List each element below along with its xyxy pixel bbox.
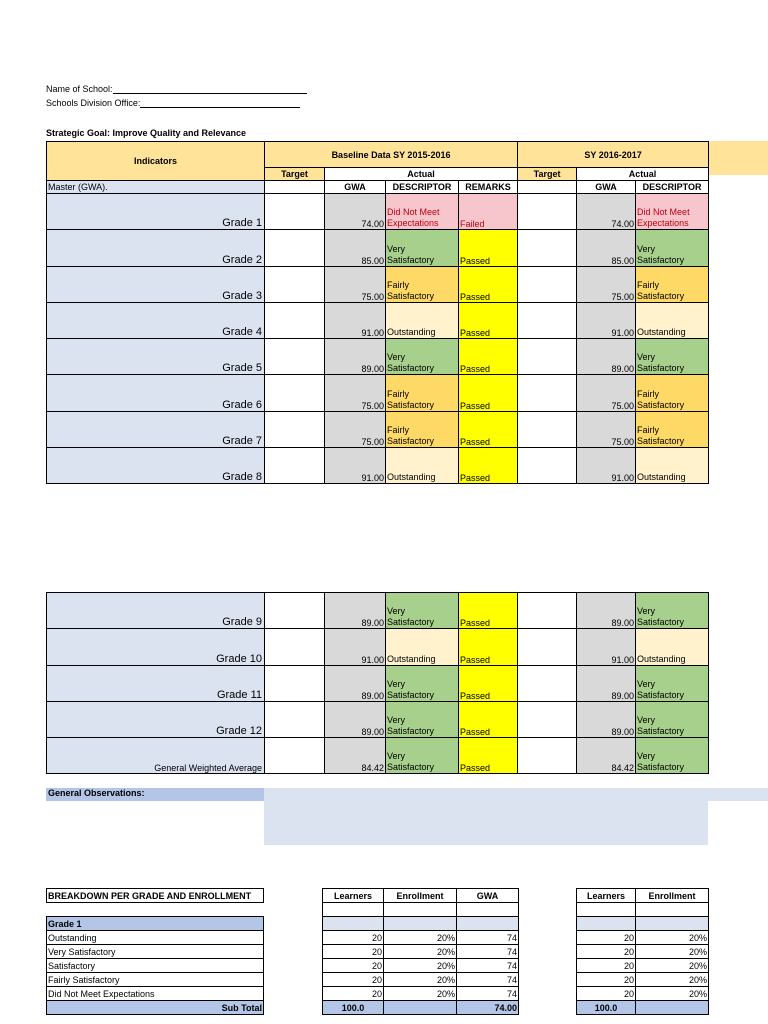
target-cell[interactable] [265,738,325,774]
remarks-cell: Passed [459,230,518,266]
gwa-value-2: 91.00 [577,448,636,484]
descriptor-cell [386,302,459,338]
descriptor-cell-2 [636,629,709,665]
descriptor-line-1: Fairly [387,279,409,290]
gwa-value: 75.00 [325,411,386,447]
enrollment-value: 20% [384,959,457,973]
grade-label: Grade 1 [47,194,265,230]
target-cell[interactable] [265,230,325,266]
grade-label: Grade 5 [47,339,265,375]
descriptor-line-2: Outstanding [387,653,436,664]
subtotal-enrollment-2 [636,1001,709,1015]
descriptor-line-2: Satisfactory [637,254,685,265]
gwa-header-2: GWA [577,181,636,194]
remarks-cell: Passed [459,448,518,484]
subtotal-enrollment [384,1001,457,1015]
table-row [47,266,709,302]
baseline-header: Baseline Data SY 2015-2016 [265,142,518,168]
descriptor-line-2: Outstanding [637,653,686,664]
gwa-value-bk: 74 [457,987,519,1001]
grade-label: Grade 11 [47,665,265,701]
enrollment-value: 20% [384,945,457,959]
descriptor-cell-2 [636,665,709,701]
remarks-cell: Passed [459,665,518,701]
blank-cell [323,903,384,917]
grade-label: Grade 6 [47,375,265,411]
target-cell[interactable] [265,302,325,338]
gwa-value-bk: 74 [457,945,519,959]
gwa-value-2: 75.00 [577,266,636,302]
table-row [47,629,709,665]
remarks-cell: Passed [459,701,518,737]
table-row [47,701,709,737]
blank-cell [265,181,325,194]
grade-label: Grade 3 [47,266,265,302]
gwa-value-2: 85.00 [577,230,636,266]
enrollment-value-2: 20% [636,945,709,959]
descriptor-line-2: Satisfactory [387,726,435,737]
descriptor-header-2: DESCRIPTOR [636,181,709,194]
target-cell-2[interactable] [518,665,577,701]
subtotal-label: Sub Total [47,1001,264,1015]
gwa-value-2: 84.42 [577,738,636,774]
division-line [46,98,300,108]
descriptor-line-1: Fairly [387,388,409,399]
enrollment-value: 20% [384,931,457,945]
subtotal-learners-2: 100.0 [577,1001,636,1015]
main-table [46,141,709,484]
gwa-header: GWA [325,181,386,194]
remarks-cell: Passed [459,411,518,447]
observations-band-top [264,788,768,801]
target-header-2: Target [518,168,577,181]
school-name-line [46,84,307,94]
gwa-value-bk: 74 [457,959,519,973]
descriptor-cell-2 [636,375,709,411]
descriptor-cell-2 [636,738,709,774]
descriptor-line-2: Outstanding [637,327,686,338]
descriptor-cell-2 [636,411,709,447]
remarks-header: REMARKS [459,181,518,194]
enrollment-value: 20% [384,987,457,1001]
target-cell-2[interactable] [518,593,577,629]
gwa-value: 85.00 [325,230,386,266]
learners-value-2: 20 [577,945,636,959]
blank-cell [457,917,519,931]
descriptor-cell-2 [636,230,709,266]
target-cell[interactable] [265,629,325,665]
observations-label: General Observations: [46,788,264,801]
indicator-sub: Master (GWA). [47,181,265,194]
target-cell[interactable] [265,194,325,230]
gwa-value: 91.00 [325,448,386,484]
breakdown-group: Grade 1 [47,917,264,931]
descriptor-cell-2 [636,448,709,484]
target-cell[interactable] [265,375,325,411]
descriptor-cell-2 [636,302,709,338]
descriptor-line-2: Satisfactory [387,617,435,628]
table-row [47,448,709,484]
descriptor-cell-2 [636,339,709,375]
descriptor-line-1 [637,643,707,654]
target-cell-2[interactable] [518,448,577,484]
table-row [47,375,709,411]
grade-label: General Weighted Average [47,738,265,774]
descriptor-line-1: Very [387,678,406,689]
enrollment-value-2: 20% [636,973,709,987]
descriptor-line-2: Satisfactory [387,436,435,447]
remarks-cell: Passed [459,302,518,338]
target-cell[interactable] [265,448,325,484]
learners-value: 20 [323,931,384,945]
grade-label: Grade 8 [47,448,265,484]
descriptor-line-1: Very [637,243,656,254]
gwa-value: 89.00 [325,701,386,737]
enrollment-value: 20% [384,973,457,987]
sy-header: SY 2016-2017 [518,142,709,168]
descriptor-line-2: Satisfactory [387,290,435,301]
gwa-header-bk: GWA [457,889,519,903]
gwa-value-2: 89.00 [577,339,636,375]
gwa-value-2: 91.00 [577,629,636,665]
remarks-cell: Passed [459,339,518,375]
grade-label: Grade 2 [47,230,265,266]
descriptor-line-1: Did Not Meet [387,207,440,218]
gwa-value-bk: 74 [457,931,519,945]
descriptor-line-1 [387,461,457,472]
blank-cell [636,903,709,917]
remarks-cell: Failed [459,194,518,230]
target-cell-2[interactable] [518,375,577,411]
descriptor-line-2: Satisfactory [637,762,685,773]
target-cell-2[interactable] [518,266,577,302]
target-cell[interactable] [265,701,325,737]
descriptor-line-1: Very [637,715,656,726]
descriptor-line-1: Very [637,751,656,762]
descriptor-line-1: Very [387,243,406,254]
strategic-goal: Strategic Goal: Improve Quality and Relevance [46,128,247,138]
table-row [47,339,709,375]
target-cell-2[interactable] [518,230,577,266]
target-cell[interactable] [265,665,325,701]
blank-cell [577,903,636,917]
gwa-value-2: 91.00 [577,302,636,338]
breakdown-row-label: Outstanding [47,931,264,945]
remarks-cell: Passed [459,593,518,629]
gwa-value-2: 89.00 [577,701,636,737]
descriptor-line-2: Satisfactory [387,689,435,700]
breakdown-row-label: Very Satisfactory [47,945,264,959]
breakdown-row-label: Did Not Meet Expectations [47,987,264,1001]
descriptor-line-1 [387,643,457,654]
table-row [47,593,709,629]
gwa-value: 89.00 [325,665,386,701]
descriptor-cell [386,339,459,375]
breakdown-row-label: Fairly Satisfactory [47,973,264,987]
descriptor-line-1: Very [637,352,656,363]
descriptor-line-2: Outstanding [637,472,686,483]
gwa-value: 75.00 [325,266,386,302]
table-row [47,665,709,701]
enrollment-value-2: 20% [636,987,709,1001]
descriptor-line-2: Satisfactory [387,762,435,773]
descriptor-cell-2 [636,593,709,629]
grade-label: Grade 7 [47,411,265,447]
learners-value: 20 [323,945,384,959]
breakdown-values [322,888,519,1015]
grade-label: Grade 12 [47,701,265,737]
grade-label: Grade 10 [47,629,265,665]
grade-label: Grade 9 [47,593,265,629]
descriptor-line-2: Satisfactory [387,254,435,265]
descriptor-line-2: Satisfactory [637,726,685,737]
gwa-value-bk: 74 [457,973,519,987]
descriptor-line-1: Very [387,751,406,762]
breakdown-labels [46,888,264,1015]
descriptor-line-1 [387,316,457,327]
gwa-value-2: 74.00 [577,194,636,230]
school-name-field[interactable] [113,84,307,94]
descriptor-line-1: Very [387,715,406,726]
descriptor-line-2: Satisfactory [387,399,435,410]
learners-value-2: 20 [577,931,636,945]
descriptor-cell [386,738,459,774]
descriptor-line-2: Satisfactory [637,290,685,301]
descriptor-cell-2 [636,266,709,302]
descriptor-line-1: Very [637,678,656,689]
blank-cell [518,181,577,194]
table-row [47,411,709,447]
gwa-value-2: 75.00 [577,375,636,411]
actual-header-2: Actual [577,168,709,181]
gwa-value: 74.00 [325,194,386,230]
learners-header: Learners [323,889,384,903]
descriptor-header: DESCRIPTOR [386,181,459,194]
gwa-value: 91.00 [325,629,386,665]
grade-label: Grade 4 [47,302,265,338]
enrollment-value-2: 20% [636,959,709,973]
descriptor-cell-2 [636,701,709,737]
breakdown-row-label: Satisfactory [47,959,264,973]
target-cell-2[interactable] [518,302,577,338]
descriptor-cell [386,448,459,484]
descriptor-cell [386,665,459,701]
descriptor-cell [386,629,459,665]
descriptor-cell [386,230,459,266]
blank-cell [384,903,457,917]
descriptor-line-2: Expectations [637,218,689,229]
table-row [47,230,709,266]
remarks-cell: Passed [459,266,518,302]
target-cell-2[interactable] [518,738,577,774]
descriptor-line-1: Fairly [387,425,409,436]
gwa-value: 91.00 [325,302,386,338]
descriptor-line-1 [637,461,707,472]
gwa-value-2: 75.00 [577,411,636,447]
target-cell-2[interactable] [518,701,577,737]
gwa-value: 75.00 [325,375,386,411]
table-row [47,302,709,338]
remarks-cell: Passed [459,629,518,665]
learners-value-2: 20 [577,959,636,973]
subtotal-gwa: 74.00 [457,1001,519,1015]
descriptor-line-2: Expectations [387,218,439,229]
descriptor-cell [386,593,459,629]
learners-value: 20 [323,973,384,987]
descriptor-line-1: Did Not Meet [637,207,690,218]
indicators-header: Indicators [47,142,265,181]
blank-cell [457,903,519,917]
target-cell-2[interactable] [518,194,577,230]
learners-value-2: 20 [577,973,636,987]
observations-field[interactable] [264,801,708,845]
breakdown-title: BREAKDOWN PER GRADE AND ENROLLMENT [47,889,264,903]
blank-cell [636,917,709,931]
learners-value: 20 [323,987,384,1001]
learners-header-2: Learners [577,889,636,903]
header-band-extension [708,141,768,175]
descriptor-line-1: Very [387,352,406,363]
division-field[interactable] [140,98,300,108]
descriptor-cell [386,375,459,411]
gwa-value: 89.00 [325,593,386,629]
descriptor-line-2: Satisfactory [637,617,685,628]
descriptor-cell [386,194,459,230]
breakdown-values-2 [576,888,709,1015]
descriptor-line-1: Very [387,606,406,617]
remarks-cell: Passed [459,738,518,774]
target-header: Target [265,168,325,181]
descriptor-line-2: Satisfactory [637,689,685,700]
enrollment-header-2: Enrollment [636,889,709,903]
table-row [47,194,709,230]
descriptor-cell [386,411,459,447]
descriptor-line-1 [637,316,707,327]
descriptor-line-2: Outstanding [387,472,436,483]
descriptor-line-1: Fairly [637,388,660,399]
actual-header: Actual [325,168,518,181]
table-row [47,738,709,774]
blank-cell [323,917,384,931]
target-cell-2[interactable] [518,629,577,665]
gwa-value: 89.00 [325,339,386,375]
descriptor-line-1: Fairly [637,425,660,436]
division-label: Schools Division Office: [46,98,141,108]
descriptor-cell-2 [636,194,709,230]
target-cell-2[interactable] [518,411,577,447]
descriptor-cell [386,701,459,737]
enrollment-header: Enrollment [384,889,457,903]
enrollment-value-2: 20% [636,931,709,945]
target-cell[interactable] [265,411,325,447]
target-cell[interactable] [265,593,325,629]
target-cell-2[interactable] [518,339,577,375]
gwa-value-2: 89.00 [577,665,636,701]
second-table [46,592,709,774]
descriptor-line-2: Satisfactory [637,436,685,447]
target-cell[interactable] [265,266,325,302]
learners-value-2: 20 [577,987,636,1001]
learners-value: 20 [323,959,384,973]
descriptor-line-1: Very [637,606,656,617]
blank-cell [47,903,264,917]
descriptor-line-2: Satisfactory [637,399,685,410]
blank-cell [577,917,636,931]
school-name-label: Name of School: [46,84,113,94]
gwa-value: 84.42 [325,738,386,774]
subtotal-learners: 100.0 [323,1001,384,1015]
remarks-cell: Passed [459,375,518,411]
descriptor-line-2: Satisfactory [387,363,435,374]
target-cell[interactable] [265,339,325,375]
descriptor-line-1: Fairly [637,279,660,290]
blank-cell [384,917,457,931]
gwa-value-2: 89.00 [577,593,636,629]
descriptor-line-2: Outstanding [387,327,436,338]
descriptor-line-2: Satisfactory [637,363,685,374]
descriptor-cell [386,266,459,302]
